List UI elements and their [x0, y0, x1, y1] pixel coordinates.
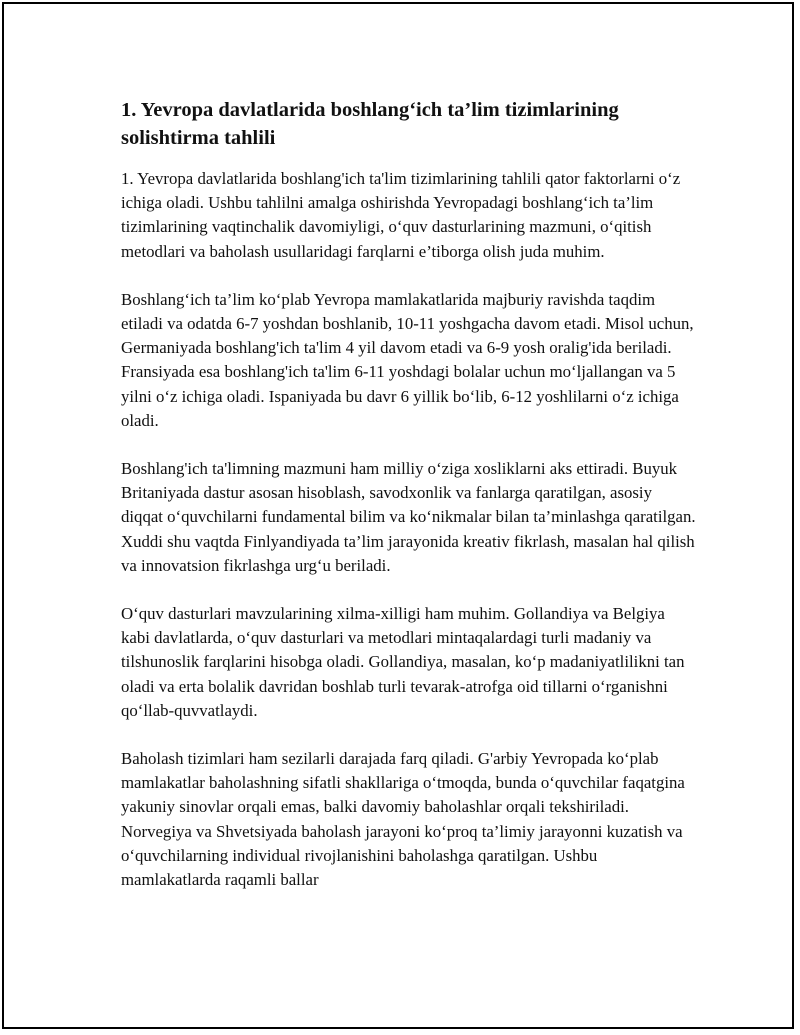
paragraph-intro: 1. Yevropa davlatlarida boshlang'ich ta'lim tizimlarining tahlili qator faktorlarni o‘z ichiga oladi. Ushbu tahlilni amalga oshirishda Yevropadagi boshlang‘ich ta’lim tizimlarining vaqtinchalik davomiyligi, o‘quv dasturlarining mazmuni, o‘qitish metodlari va baholash usullaridagi farqlarni e’tiborga olish juda muhim. — [121, 169, 681, 261]
paragraph-assessment: Baholash tizimlari ham sezilarli darajada farq qiladi. G'arbiy Yevropada ko‘plab mamlakatlar baholashning sifatli shakllariga o‘tmoqda, bunda o‘quvchilar faqatgina yakuniy sinovlar orqali emas, balki davomiy baholashlar orqali tekshiriladi. Norvegiya va Shvetsiyada baholash jarayoni ko‘proq ta’limiy jarayonni kuzatish va o‘quvchilarning individual rivojlanishini baholashga qaratilgan. Ushbu mamlakatlarda raqamli ballar — [121, 749, 685, 890]
paragraph-duration: Boshlang‘ich ta’lim ko‘plab Yevropa mamlakatlarida majburiy ravishda taqdim etiladi va odatda 6-7 yoshdan boshlanib, 10-11 yoshgacha davom etadi. Misol uchun, Germaniyada boshlang'ich ta'lim 4 yil davom etadi va 6-9 yosh oralig'ida beriladi. Fransiyada esa boshlang'ich ta'lim 6-11 yoshdagi bolalar uchun mo‘ljallangan va 5 yilni o‘z ichiga oladi. Ispaniyada bu davr 6 yillik bo‘lib, 6-12 yoshlilarni o‘z ichiga oladi. — [121, 289, 694, 430]
paragraph-content: Boshlang'ich ta'limning mazmuni ham milliy o‘ziga xosliklarni aks ettiradi. Buyuk Britaniyada dastur asosan hisoblash, savodxonlik va fanlarga qaratilgan, asosiy diqqat o‘quvchilarni fundamental bilim va ko‘nikmalar bilan ta’minlashga qaratilgan. Xuddi shu vaqtda Finlyandiyada ta’lim jarayonida kreativ fikrlash, masalan hal qilish va innovatsion fikrlashga urg‘u beriladi. — [121, 459, 696, 575]
page-frame — [2, 2, 794, 1029]
document-title: 1. Yevropa davlatlarida boshlang‘ich ta’lim tizimlarining solishtirma tahlili — [121, 99, 619, 149]
document-body — [121, 96, 696, 916]
paragraph-curriculum: O‘quv dasturlari mavzularining xilma-xilligi ham muhim. Gollandiya va Belgiya kabi davlatlarda, o‘quv dasturlari va metodlari mintaqalardagi turli madaniy va tilshunoslik farqlarini hisobga oladi. Gollandiya, masalan, ko‘p madaniyatlilikni tan oladi va erta bolalik davridan boshlab turli tevarak-atrofga oid tillarni o‘rganishni qo‘llab-quvvatlaydi. — [121, 604, 685, 720]
